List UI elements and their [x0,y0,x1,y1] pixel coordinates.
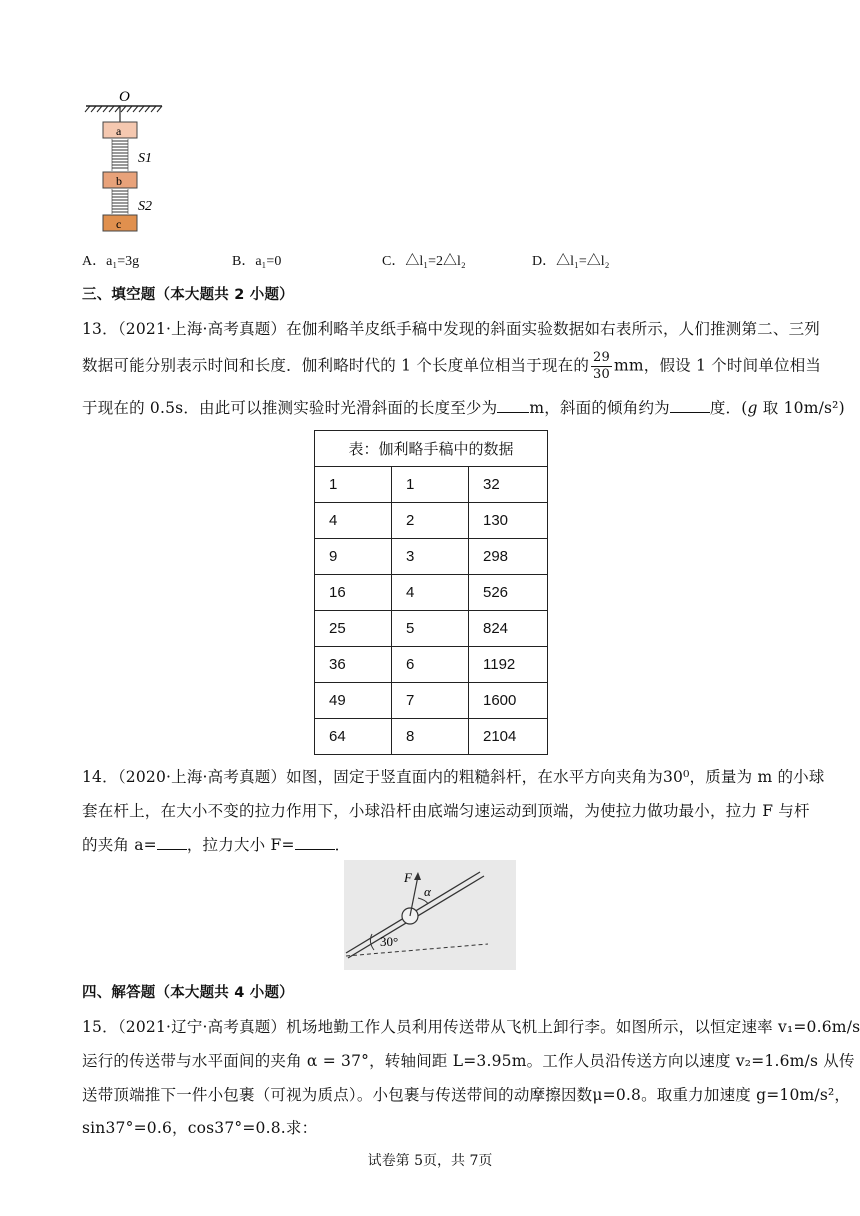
q13-line-2 [82,350,821,383]
block-c-label: c [116,217,122,231]
spring-s2-label: S2 [138,199,152,214]
q13-line-3 [82,396,845,418]
q13-line-3a: 于现在的 0.5s．由此可以推测实验时光滑斜面的长度至少为 [82,399,498,417]
q13-fraction [591,350,612,383]
table-title: 表：伽利略手稿中的数据 [315,431,548,467]
q14-line-3b: ，拉力大小 F= [186,836,295,854]
section-4-heading: 四、解答题（本大题共 4 小题） [82,985,294,1001]
q13-g-symbol: g [747,399,758,417]
q15-line-4: sin37°=0.6，cos37°=0.8.求： [82,1119,318,1137]
table-row: 16 4 526 [315,575,548,611]
q13-line-3c: 度．( [709,399,748,417]
q14-blank-force[interactable] [295,835,335,850]
q14-blank-angle[interactable] [157,835,187,850]
q14-line-1: 14．（2020·上海·高考真题）如图，固定于竖直面内的粗糙斜杆，在水平方向夹角为30⁰，质量为 m 的小球 [82,768,825,786]
q13-line-1: 13．（2021·上海·高考真题）在伽利略羊皮纸手稿中发现的斜面实验数据如右表所示，人们推测第二、三列 [82,320,820,338]
q13-line-2b: mm，假设 1 个时间单位相当 [613,356,822,375]
q15-line-1: 15．（2021·辽宁·高考真题）机场地勤工作人员利用传送带从飞机上卸行李。如图所示，以恒定速率 v₁=0.6m/s [82,1018,860,1036]
q15-line-3: 送带顶端推下一件小包裹（可视为质点）。小包裹与传送带间的动摩擦因数μ=0.8。取重力加速度 g=10m/s²， [82,1086,851,1104]
option-a: A．a₁=3g [82,254,140,269]
q14-line-2: 套在杆上，在大小不变的拉力作用下，小球沿杆由底端匀速运动到顶端，为使拉力做功最小，拉力 F 与杆 [82,802,810,820]
force-f-label: F [404,870,412,885]
fraction-denominator: 30 [593,367,610,382]
block-b-label: b [116,174,122,188]
page-footer: 试卷第 5页，共 7页 [367,1153,493,1169]
table-row: 25 5 824 [315,611,548,647]
q13-blank-length[interactable] [497,398,529,413]
spring-s1-label: S1 [138,151,152,166]
block-a-label: a [116,124,122,138]
spring-s2 [112,189,128,214]
table-row: 36 6 1192 [315,647,548,683]
option-b: B．a₁=0 [232,254,282,269]
table-row: 9 3 298 [315,539,548,575]
section-3-heading: 三、填空题（本大题共 2 小题） [82,287,294,303]
spring-s1 [112,139,128,171]
option-c: C．△l₁=2△l₂ [382,254,466,269]
q13-blank-angle[interactable] [670,398,710,413]
q13-line-3e: 取 10m/s²) [757,399,845,417]
q15-line-2: 运行的传送带与水平面间的夹角 α = 37°，转轴间距 L=3.95m。工作人员沿传送方向以速度 v₂=1.6m/s 从传 [82,1052,855,1070]
table-row: 49 7 1600 [315,683,548,719]
q13-line-2a: 数据可能分别表示时间和长度．伽利略时代的 1 个长度单位相当于现在的 [82,356,590,375]
incline-rod-figure [344,860,516,970]
option-d: D．△l₁=△l₂ [532,254,610,269]
table-row: 1 1 32 [315,467,548,503]
fraction-numerator: 29 [593,350,610,365]
angle-30-label: 30° [380,934,399,949]
table-row: 4 2 130 [315,503,548,539]
q14-line-3a: 的夹角 a= [82,836,157,854]
q14-line-3 [82,833,350,855]
q14-line-3c: ． [334,836,351,854]
spring-figure [82,86,172,236]
galileo-data-table [314,430,548,755]
angle-alpha-label: α [424,884,431,899]
table-row: 64 8 2104 [315,719,548,755]
q13-line-3b: m，斜面的倾角约为 [529,399,670,417]
point-o-label: O [119,89,130,105]
